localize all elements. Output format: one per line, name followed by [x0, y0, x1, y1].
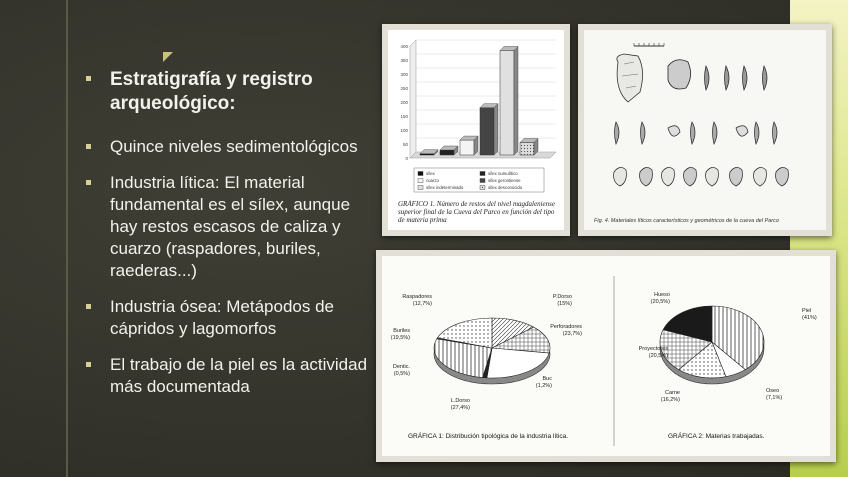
geometric-drawing — [706, 167, 719, 186]
geometric-drawing — [614, 167, 627, 186]
bar-side — [514, 46, 518, 155]
y-tick-label: 350 — [400, 58, 408, 63]
slice-label: Buc — [542, 376, 552, 382]
backed-bladelet-drawing — [641, 122, 646, 144]
legend-label: sílex — [426, 171, 435, 176]
slice-percent: (41%) — [802, 315, 817, 321]
slice-percent: (7,1%) — [766, 395, 783, 401]
y-tick-label: 300 — [400, 72, 408, 77]
legend-swatch — [418, 172, 423, 176]
core-drawing — [668, 60, 691, 89]
bar — [440, 150, 454, 155]
bullet-square-icon — [86, 76, 91, 81]
bar — [520, 143, 534, 155]
slice-label: Raspadores — [402, 294, 432, 300]
legend-swatch — [480, 179, 485, 183]
bullet-heading: Estratigrafía y registro arqueológico: — [86, 68, 376, 116]
backed-bladelet-drawing — [691, 122, 696, 144]
geometric-drawing — [662, 167, 675, 186]
slice-percent: (27,4%) — [450, 405, 470, 411]
pie-charts — [382, 256, 830, 456]
bullet-item: Industria lítica: El material fundamental es el sílex, aunque hay restos escasos de caliza y cuarzo (raspadores, buriles, raederas...) — [86, 172, 376, 282]
pie-caption: GRÁFICA 1: Distribución tipológica de la industria lítica. — [408, 433, 569, 440]
geometric-drawing — [776, 167, 789, 186]
y-tick-label: 400 — [400, 44, 408, 49]
bar — [480, 108, 494, 155]
bullet-item: Quince niveles sedimentológicos — [86, 136, 376, 158]
y-tick-label: 200 — [400, 100, 408, 105]
slice-label: Dentic. — [392, 364, 410, 370]
slice-percent: (20,5%) — [650, 299, 670, 305]
bar — [500, 50, 514, 155]
backed-bladelet-drawing — [615, 122, 620, 144]
bar-chart-caption: GRÁFICO 1. Número de restos del nivel magdaleniense superior final de la Cueva del Parco en función del tipo de materia prima — [398, 200, 555, 224]
slice-percent: (23,7%) — [562, 331, 582, 337]
slice-percent: (15%) — [557, 301, 572, 307]
legend-swatch — [480, 172, 485, 176]
backed-bladelet-drawing — [773, 122, 778, 144]
bladelet-drawing — [763, 66, 768, 90]
legend-label: sílex numulítico — [488, 171, 518, 176]
bar-side — [494, 104, 498, 155]
bullet-square-icon — [86, 144, 91, 149]
slice-label: Proyectores — [638, 346, 668, 352]
y-tick-label: 0 — [405, 156, 408, 161]
slice-percent: (0,5%) — [393, 371, 410, 377]
slice-label: Oseo — [766, 388, 780, 394]
slice-percent: (12,7%) — [412, 301, 432, 307]
lithic-drawings-figure — [578, 24, 832, 236]
geometric-drawing — [730, 167, 743, 186]
legend-swatch — [480, 186, 485, 190]
geometric-drawing — [640, 167, 653, 186]
legend-swatch — [418, 179, 423, 183]
lithic-tools-illustration — [584, 30, 826, 230]
slice-label: Buriles — [393, 328, 410, 334]
legend-swatch — [418, 186, 423, 190]
bullet-list — [86, 68, 376, 412]
pie-slice — [487, 348, 549, 378]
large-flake-drawing — [617, 54, 643, 102]
bullet-item: El trabajo de la piel es la actividad más documentada — [86, 354, 376, 398]
slice-percent: (19,5%) — [390, 335, 410, 341]
slice-label: L.Dorso — [450, 398, 470, 404]
bullet-square-icon — [86, 180, 91, 185]
slice-percent: (16,2%) — [660, 397, 680, 403]
bullet-square-icon — [86, 304, 91, 309]
legend-label: sílex indeterminado — [426, 185, 464, 190]
pie-caption: GRÁFICA 2: Materias trabajadas. — [668, 433, 765, 440]
y-tick-label: 100 — [400, 128, 408, 133]
geometric-drawing — [754, 167, 767, 186]
slice-percent: (1,2%) — [535, 383, 552, 389]
backed-bladelet-drawing — [713, 122, 718, 144]
pie-charts-figure — [376, 250, 836, 462]
bullet-item: Industria ósea: Metápodos de cápridos y lagomorfos — [86, 296, 376, 340]
chart-back-wall — [410, 40, 416, 158]
bladelet-drawing — [725, 66, 730, 90]
left-divider-line — [66, 0, 68, 477]
slice-label: P.Dorso — [552, 294, 572, 300]
backed-bladelet-drawing — [755, 122, 760, 144]
bladelet-drawing — [705, 66, 710, 90]
legend-label: sílex gerontiense — [488, 178, 521, 183]
legend-label: cuarzo — [426, 178, 439, 183]
slice-label: Carne — [665, 390, 680, 396]
scraper-drawing — [668, 126, 680, 136]
slice-label: Perforadores — [550, 324, 582, 330]
bladelet-drawing — [743, 66, 748, 90]
slice-label: Hueso — [654, 292, 670, 298]
bullet-square-icon — [86, 362, 91, 367]
bar — [460, 140, 474, 155]
y-tick-label: 50 — [402, 142, 408, 147]
y-tick-label: 250 — [400, 86, 408, 91]
scraper-drawing — [736, 126, 748, 136]
drawings-caption: Fig. 4. Materiales líticos característicos y geométricos de la cueva del Parco — [594, 218, 779, 224]
geometric-drawing — [684, 167, 697, 186]
corner-triangle-icon — [163, 52, 173, 62]
y-tick-label: 150 — [400, 114, 408, 119]
slice-label: Piel — [802, 308, 812, 314]
legend-label: sílex desconocido — [488, 185, 523, 190]
bar-chart-figure — [382, 24, 570, 236]
slice-percent: (20,5%) — [648, 353, 668, 359]
